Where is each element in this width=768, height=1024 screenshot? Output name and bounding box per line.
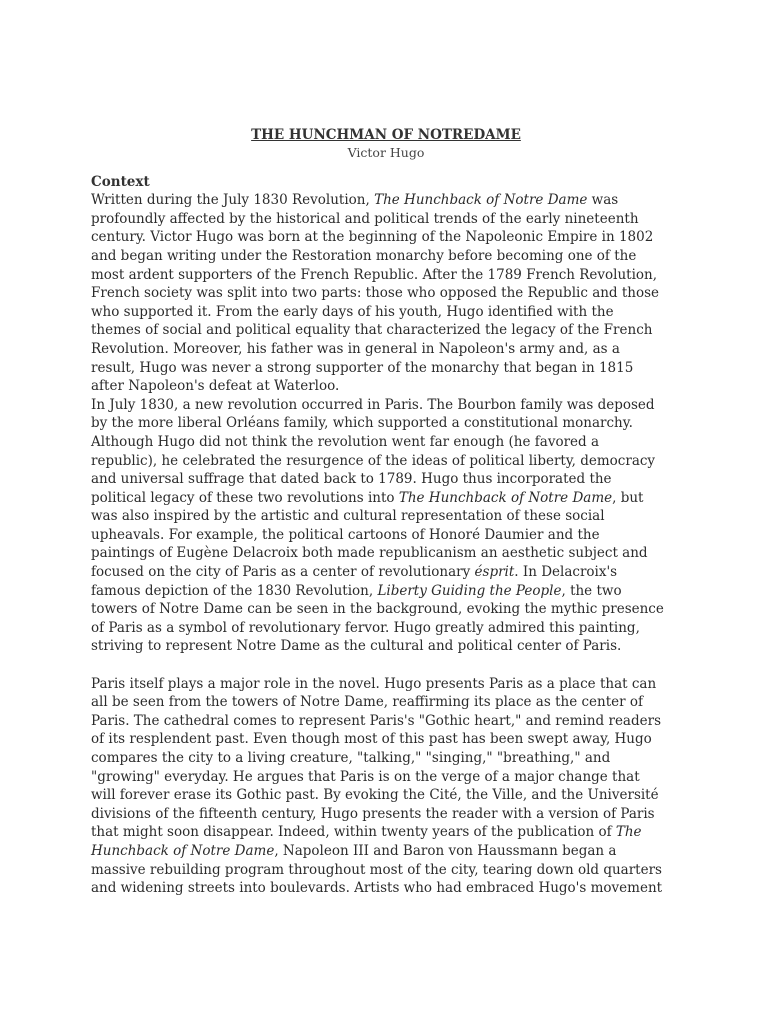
text-run: all be seen from the towers of Notre Dame, reaffirming its place as the center of <box>91 694 643 711</box>
text-run: Paris. The cathedral comes to represent Paris's "Gothic heart," and remind readers <box>91 712 661 729</box>
text-run: towers of Notre Dame can be seen in the background, evoking the mythic presence <box>91 601 664 618</box>
text-line <box>91 582 681 601</box>
text-line <box>91 526 681 545</box>
text-run: focused on the city of Paris as a center of revolutionary <box>91 564 475 581</box>
text-line <box>91 303 681 322</box>
text-run: Although Hugo did not think the revolution went far enough (he favored a <box>91 433 600 450</box>
text-line <box>91 712 681 731</box>
text-run: most ardent supporters of the French Republic. After the 1789 French Revolution, <box>91 266 658 283</box>
text-run: of its resplendent past. Even though most of this past has been swept away, Hugo <box>91 731 652 748</box>
italic-title-run: Hunchback of Notre Dame <box>91 842 275 859</box>
text-run: political legacy of these two revolutions into <box>91 489 399 506</box>
text-line <box>91 396 681 415</box>
text-line <box>91 377 681 396</box>
text-run: upheavals. For example, the political cartoons of Honoré Daumier and the <box>91 526 600 543</box>
text-line <box>91 693 681 712</box>
text-line <box>91 823 681 842</box>
text-run: , Napoleon III and Baron von Haussmann began a <box>274 842 617 859</box>
text-run: compares the city to a living creature, "talking," "singing," "breathing," and <box>91 750 611 766</box>
text-line <box>91 879 681 898</box>
text-run: was <box>587 192 619 209</box>
text-run: of Paris as a symbol of revolutionary fervor. Hugo greatly admired this painting, <box>91 619 640 636</box>
text-run: Paris itself plays a major role in the novel. Hugo presents Paris as a place that can <box>91 675 657 692</box>
text-line <box>91 675 681 694</box>
text-run: by the more liberal Orléans family, which supported a constitutional monarchy. <box>91 415 633 432</box>
text-run: and universal suffrage that dated back to 1789. Hugo thus incorporated the <box>91 471 612 488</box>
text-line <box>91 266 681 285</box>
paragraph-3 <box>91 675 681 898</box>
text-line <box>91 619 681 638</box>
text-line <box>91 600 681 619</box>
italic-title-run: The Hunchback of Notre Dame <box>374 192 588 209</box>
italic-title-run: The Hunchback of Notre Dame <box>398 489 613 506</box>
text-run: was also inspired by the artistic and cultural representation of these social <box>91 508 605 525</box>
text-run: will forever erase its Gothic past. By evoking the Cité, the Ville, and the Université <box>91 787 659 804</box>
text-line <box>91 210 681 229</box>
italic-title-run: The <box>615 824 642 841</box>
text-run: massive rebuilding program throughout most of the city, tearing down old quarters <box>91 861 662 878</box>
paragraph-2 <box>91 396 681 656</box>
text-line <box>91 730 681 749</box>
text-line <box>91 340 681 359</box>
text-run: "growing" everyday. He argues that Paris is on the verge of a major change that <box>91 768 640 785</box>
text-line <box>91 470 681 489</box>
text-line <box>91 507 681 526</box>
document-title: THE HUNCHMAN OF NOTREDAME <box>251 127 521 143</box>
text-run: themes of social and political equality that characterized the legacy of the French <box>91 322 653 339</box>
text-run: . In Delacroix's <box>514 564 618 581</box>
text-run: , but <box>612 489 644 506</box>
text-line <box>91 861 681 880</box>
text-line <box>91 284 681 303</box>
text-run: famous depiction of the 1830 Revolution, <box>91 582 378 599</box>
text-run: that might soon disappear. Indeed, within twenty years of the publication of <box>91 824 616 841</box>
text-line <box>91 637 681 656</box>
text-line <box>91 805 681 824</box>
section-heading: Context <box>91 173 150 190</box>
text-line <box>91 768 681 787</box>
text-run: result, Hugo was never a strong supporter of the monarchy that began in 1815 <box>91 359 634 376</box>
text-line <box>91 247 681 266</box>
text-line <box>91 191 681 210</box>
text-run: divisions of the fifteenth century, Hugo presents the reader with a version of Paris <box>91 805 655 822</box>
text-run: , the two <box>561 582 622 599</box>
text-run: paintings of Eugène Delacroix both made republicanism an aesthetic subject and <box>91 545 648 562</box>
text-run: striving to represent Notre Dame as the cultural and political center of Paris. <box>91 638 622 655</box>
text-line <box>91 563 681 582</box>
text-line <box>91 228 681 247</box>
text-run: and began writing under the Restoration monarchy before becoming one of the <box>91 247 637 264</box>
text-run: Written during the July 1830 Revolution, <box>91 192 375 209</box>
text-line <box>91 321 681 340</box>
text-line <box>91 433 681 452</box>
text-run: and widening streets into boulevards. Artists who had embraced Hugo's movement <box>91 880 663 897</box>
text-run: Revolution. Moreover, his father was in general in Napoleon's army and, as a <box>91 340 620 357</box>
italic-title-run: Liberty Guiding the People <box>377 582 562 599</box>
text-run: after Napoleon's defeat at Waterloo. <box>91 378 340 395</box>
text-run: republic), he celebrated the resurgence of the ideas of political liberty, democracy <box>91 452 656 469</box>
italic-title-run: ésprit <box>474 564 515 581</box>
text-line <box>91 786 681 805</box>
text-run: French society was split into two parts: those who opposed the Republic and those <box>91 285 660 302</box>
text-line <box>91 359 681 378</box>
document-author: Victor Hugo <box>347 144 425 160</box>
text-line <box>91 749 681 768</box>
text-line <box>91 544 681 563</box>
text-run: In July 1830, a new revolution occurred in Paris. The Bourbon family was deposed <box>91 396 655 413</box>
text-run: century. Victor Hugo was born at the beginning of the Napoleonic Empire in 1802 <box>91 229 654 246</box>
document-page <box>91 126 681 898</box>
text-line <box>91 414 681 433</box>
paragraph-spacer <box>91 656 681 675</box>
paragraph-1 <box>91 191 681 396</box>
text-line <box>91 489 681 508</box>
text-line <box>91 452 681 471</box>
text-line <box>91 842 681 861</box>
text-run: who supported it. From the early days of his youth, Hugo identified with the <box>91 303 614 320</box>
text-run: profoundly affected by the historical and political trends of the early nineteenth <box>91 210 639 227</box>
